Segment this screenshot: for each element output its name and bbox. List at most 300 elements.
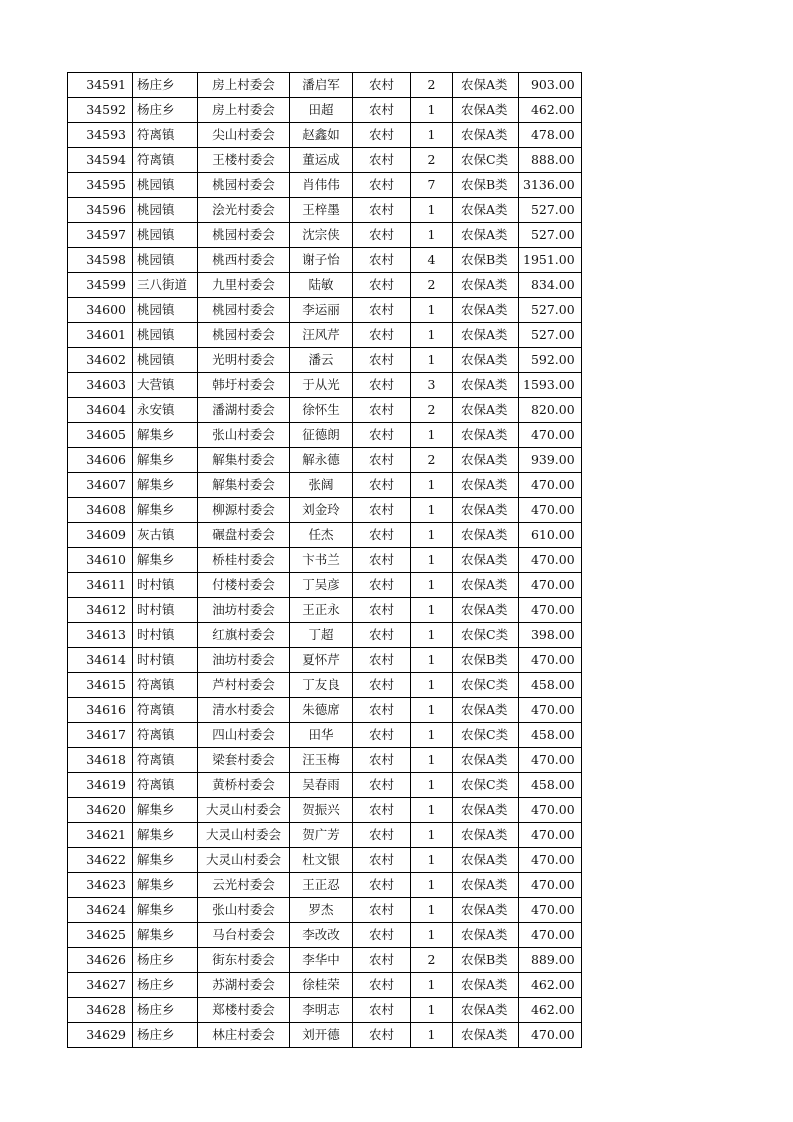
household-type-cell: 农村 xyxy=(353,623,411,648)
village-committee-cell: 王楼村委会 xyxy=(198,148,290,173)
table-row xyxy=(68,823,582,848)
person-name-cell: 卞书兰 xyxy=(290,548,353,573)
town-cell: 时村镇 xyxy=(133,598,198,623)
town-cell: 桃园镇 xyxy=(133,323,198,348)
town-cell: 杨庄乡 xyxy=(133,973,198,998)
record-id-cell: 34626 xyxy=(68,948,133,973)
table-row xyxy=(68,498,582,523)
village-committee-cell: 桃园村委会 xyxy=(198,323,290,348)
category-cell: 农保A类 xyxy=(453,573,519,598)
amount-cell: 470.00 xyxy=(519,548,582,573)
person-name-cell: 沈宗侠 xyxy=(290,223,353,248)
record-id-cell: 34605 xyxy=(68,423,133,448)
category-cell: 农保A类 xyxy=(453,473,519,498)
record-id-cell: 34627 xyxy=(68,973,133,998)
record-id-cell: 34615 xyxy=(68,673,133,698)
village-committee-cell: 林庄村委会 xyxy=(198,1023,290,1048)
person-name-cell: 田超 xyxy=(290,98,353,123)
town-cell: 符离镇 xyxy=(133,673,198,698)
village-committee-cell: 云光村委会 xyxy=(198,873,290,898)
household-type-cell: 农村 xyxy=(353,423,411,448)
category-cell: 农保A类 xyxy=(453,748,519,773)
record-id-cell: 34594 xyxy=(68,148,133,173)
village-committee-cell: 解集村委会 xyxy=(198,448,290,473)
amount-cell: 527.00 xyxy=(519,223,582,248)
member-count-cell: 1 xyxy=(411,123,453,148)
person-name-cell: 潘云 xyxy=(290,348,353,373)
category-cell: 农保A类 xyxy=(453,848,519,873)
record-id-cell: 34609 xyxy=(68,523,133,548)
member-count-cell: 1 xyxy=(411,223,453,248)
category-cell: 农保A类 xyxy=(453,98,519,123)
village-committee-cell: 黄桥村委会 xyxy=(198,773,290,798)
category-cell: 农保B类 xyxy=(453,948,519,973)
table-row xyxy=(68,348,582,373)
village-committee-cell: 张山村委会 xyxy=(198,898,290,923)
table-row xyxy=(68,423,582,448)
record-id-cell: 34598 xyxy=(68,248,133,273)
village-committee-cell: 潘湖村委会 xyxy=(198,398,290,423)
member-count-cell: 1 xyxy=(411,998,453,1023)
amount-cell: 470.00 xyxy=(519,598,582,623)
record-id-cell: 34623 xyxy=(68,873,133,898)
household-type-cell: 农村 xyxy=(353,648,411,673)
record-id-cell: 34614 xyxy=(68,648,133,673)
member-count-cell: 1 xyxy=(411,898,453,923)
amount-cell: 527.00 xyxy=(519,198,582,223)
amount-cell: 903.00 xyxy=(519,73,582,98)
amount-cell: 462.00 xyxy=(519,973,582,998)
table-row xyxy=(68,723,582,748)
category-cell: 农保A类 xyxy=(453,998,519,1023)
table-row xyxy=(68,248,582,273)
person-name-cell: 李明志 xyxy=(290,998,353,1023)
person-name-cell: 吴春雨 xyxy=(290,773,353,798)
amount-cell: 3136.00 xyxy=(519,173,582,198)
amount-cell: 470.00 xyxy=(519,473,582,498)
category-cell: 农保A类 xyxy=(453,873,519,898)
person-name-cell: 解永德 xyxy=(290,448,353,473)
household-type-cell: 农村 xyxy=(353,373,411,398)
household-type-cell: 农村 xyxy=(353,873,411,898)
member-count-cell: 1 xyxy=(411,923,453,948)
town-cell: 大营镇 xyxy=(133,373,198,398)
household-type-cell: 农村 xyxy=(353,398,411,423)
town-cell: 符离镇 xyxy=(133,723,198,748)
member-count-cell: 1 xyxy=(411,523,453,548)
village-committee-cell: 付楼村委会 xyxy=(198,573,290,598)
household-type-cell: 农村 xyxy=(353,498,411,523)
amount-cell: 889.00 xyxy=(519,948,582,973)
amount-cell: 592.00 xyxy=(519,348,582,373)
category-cell: 农保B类 xyxy=(453,648,519,673)
village-committee-cell: 桃园村委会 xyxy=(198,223,290,248)
member-count-cell: 1 xyxy=(411,748,453,773)
person-name-cell: 赵鑫如 xyxy=(290,123,353,148)
household-type-cell: 农村 xyxy=(353,573,411,598)
person-name-cell: 汪玉梅 xyxy=(290,748,353,773)
member-count-cell: 1 xyxy=(411,1023,453,1048)
record-id-cell: 34608 xyxy=(68,498,133,523)
village-committee-cell: 桃园村委会 xyxy=(198,173,290,198)
village-committee-cell: 桃西村委会 xyxy=(198,248,290,273)
table-row xyxy=(68,523,582,548)
category-cell: 农保A类 xyxy=(453,323,519,348)
record-id-cell: 34624 xyxy=(68,898,133,923)
table-row xyxy=(68,173,582,198)
category-cell: 农保A类 xyxy=(453,423,519,448)
town-cell: 解集乡 xyxy=(133,423,198,448)
table-row xyxy=(68,648,582,673)
category-cell: 农保A类 xyxy=(453,498,519,523)
category-cell: 农保A类 xyxy=(453,823,519,848)
amount-cell: 398.00 xyxy=(519,623,582,648)
household-type-cell: 农村 xyxy=(353,798,411,823)
member-count-cell: 1 xyxy=(411,323,453,348)
member-count-cell: 2 xyxy=(411,948,453,973)
record-id-cell: 34596 xyxy=(68,198,133,223)
amount-cell: 470.00 xyxy=(519,648,582,673)
table-row xyxy=(68,673,582,698)
record-id-cell: 34601 xyxy=(68,323,133,348)
village-committee-cell: 解集村委会 xyxy=(198,473,290,498)
table-row xyxy=(68,898,582,923)
category-cell: 农保A类 xyxy=(453,273,519,298)
town-cell: 解集乡 xyxy=(133,898,198,923)
village-committee-cell: 梁套村委会 xyxy=(198,748,290,773)
category-cell: 农保B类 xyxy=(453,173,519,198)
village-committee-cell: 韩圩村委会 xyxy=(198,373,290,398)
member-count-cell: 1 xyxy=(411,698,453,723)
record-id-cell: 34622 xyxy=(68,848,133,873)
table-row xyxy=(68,448,582,473)
member-count-cell: 1 xyxy=(411,973,453,998)
record-id-cell: 34628 xyxy=(68,998,133,1023)
person-name-cell: 肖伟伟 xyxy=(290,173,353,198)
table-row xyxy=(68,848,582,873)
village-committee-cell: 四山村委会 xyxy=(198,723,290,748)
person-name-cell: 征德朗 xyxy=(290,423,353,448)
record-id-cell: 34599 xyxy=(68,273,133,298)
village-committee-cell: 柳源村委会 xyxy=(198,498,290,523)
category-cell: 农保A类 xyxy=(453,223,519,248)
member-count-cell: 1 xyxy=(411,798,453,823)
person-name-cell: 朱德席 xyxy=(290,698,353,723)
category-cell: 农保A类 xyxy=(453,923,519,948)
category-cell: 农保C类 xyxy=(453,673,519,698)
village-committee-cell: 大灵山村委会 xyxy=(198,823,290,848)
household-type-cell: 农村 xyxy=(353,898,411,923)
village-committee-cell: 大灵山村委会 xyxy=(198,798,290,823)
member-count-cell: 1 xyxy=(411,648,453,673)
member-count-cell: 1 xyxy=(411,848,453,873)
town-cell: 解集乡 xyxy=(133,448,198,473)
member-count-cell: 1 xyxy=(411,498,453,523)
category-cell: 农保A类 xyxy=(453,523,519,548)
town-cell: 解集乡 xyxy=(133,873,198,898)
village-committee-cell: 清水村委会 xyxy=(198,698,290,723)
town-cell: 桃园镇 xyxy=(133,173,198,198)
member-count-cell: 1 xyxy=(411,723,453,748)
amount-cell: 610.00 xyxy=(519,523,582,548)
town-cell: 桃园镇 xyxy=(133,223,198,248)
record-id-cell: 34621 xyxy=(68,823,133,848)
household-type-cell: 农村 xyxy=(353,448,411,473)
member-count-cell: 1 xyxy=(411,348,453,373)
person-name-cell: 丁吴彦 xyxy=(290,573,353,598)
household-type-cell: 农村 xyxy=(353,273,411,298)
household-type-cell: 农村 xyxy=(353,723,411,748)
household-type-cell: 农村 xyxy=(353,223,411,248)
record-id-cell: 34613 xyxy=(68,623,133,648)
town-cell: 时村镇 xyxy=(133,648,198,673)
record-id-cell: 34629 xyxy=(68,1023,133,1048)
person-name-cell: 田华 xyxy=(290,723,353,748)
category-cell: 农保A类 xyxy=(453,73,519,98)
household-type-cell: 农村 xyxy=(353,1023,411,1048)
category-cell: 农保A类 xyxy=(453,1023,519,1048)
household-type-cell: 农村 xyxy=(353,73,411,98)
table-row xyxy=(68,323,582,348)
amount-cell: 527.00 xyxy=(519,323,582,348)
village-committee-cell: 房上村委会 xyxy=(198,73,290,98)
table-row xyxy=(68,973,582,998)
category-cell: 农保A类 xyxy=(453,798,519,823)
household-type-cell: 农村 xyxy=(353,998,411,1023)
person-name-cell: 杜文银 xyxy=(290,848,353,873)
table-row xyxy=(68,748,582,773)
amount-cell: 458.00 xyxy=(519,773,582,798)
record-id-cell: 34600 xyxy=(68,298,133,323)
table-body xyxy=(68,73,582,1048)
village-committee-cell: 碾盘村委会 xyxy=(198,523,290,548)
person-name-cell: 丁超 xyxy=(290,623,353,648)
person-name-cell: 李运丽 xyxy=(290,298,353,323)
village-committee-cell: 房上村委会 xyxy=(198,98,290,123)
village-committee-cell: 张山村委会 xyxy=(198,423,290,448)
person-name-cell: 刘金玲 xyxy=(290,498,353,523)
household-type-cell: 农村 xyxy=(353,848,411,873)
household-type-cell: 农村 xyxy=(353,773,411,798)
table-row xyxy=(68,273,582,298)
town-cell: 解集乡 xyxy=(133,823,198,848)
category-cell: 农保C类 xyxy=(453,723,519,748)
table-row xyxy=(68,198,582,223)
table-row xyxy=(68,223,582,248)
person-name-cell: 张阔 xyxy=(290,473,353,498)
town-cell: 杨庄乡 xyxy=(133,73,198,98)
household-type-cell: 农村 xyxy=(353,98,411,123)
member-count-cell: 1 xyxy=(411,423,453,448)
category-cell: 农保A类 xyxy=(453,448,519,473)
village-committee-cell: 郑楼村委会 xyxy=(198,998,290,1023)
person-name-cell: 贺振兴 xyxy=(290,798,353,823)
amount-cell: 458.00 xyxy=(519,723,582,748)
category-cell: 农保C类 xyxy=(453,623,519,648)
household-type-cell: 农村 xyxy=(353,673,411,698)
member-count-cell: 1 xyxy=(411,573,453,598)
record-id-cell: 34604 xyxy=(68,398,133,423)
record-id-cell: 34618 xyxy=(68,748,133,773)
village-committee-cell: 大灵山村委会 xyxy=(198,848,290,873)
person-name-cell: 潘启军 xyxy=(290,73,353,98)
household-type-cell: 农村 xyxy=(353,123,411,148)
category-cell: 农保A类 xyxy=(453,398,519,423)
town-cell: 桃园镇 xyxy=(133,198,198,223)
table-row xyxy=(68,573,582,598)
household-type-cell: 农村 xyxy=(353,173,411,198)
amount-cell: 478.00 xyxy=(519,123,582,148)
member-count-cell: 2 xyxy=(411,273,453,298)
amount-cell: 834.00 xyxy=(519,273,582,298)
town-cell: 符离镇 xyxy=(133,148,198,173)
table-row xyxy=(68,998,582,1023)
category-cell: 农保A类 xyxy=(453,898,519,923)
household-type-cell: 农村 xyxy=(353,473,411,498)
town-cell: 解集乡 xyxy=(133,473,198,498)
category-cell: 农保A类 xyxy=(453,548,519,573)
table-row xyxy=(68,373,582,398)
amount-cell: 470.00 xyxy=(519,798,582,823)
relief-table xyxy=(67,72,582,1048)
amount-cell: 462.00 xyxy=(519,98,582,123)
village-committee-cell: 马台村委会 xyxy=(198,923,290,948)
table-row xyxy=(68,98,582,123)
town-cell: 桃园镇 xyxy=(133,348,198,373)
category-cell: 农保A类 xyxy=(453,373,519,398)
table-row xyxy=(68,598,582,623)
amount-cell: 470.00 xyxy=(519,848,582,873)
amount-cell: 1951.00 xyxy=(519,248,582,273)
member-count-cell: 7 xyxy=(411,173,453,198)
member-count-cell: 3 xyxy=(411,373,453,398)
person-name-cell: 陆敏 xyxy=(290,273,353,298)
record-id-cell: 34606 xyxy=(68,448,133,473)
table-row xyxy=(68,1023,582,1048)
amount-cell: 470.00 xyxy=(519,498,582,523)
town-cell: 灰古镇 xyxy=(133,523,198,548)
person-name-cell: 徐桂荣 xyxy=(290,973,353,998)
amount-cell: 470.00 xyxy=(519,748,582,773)
record-id-cell: 34591 xyxy=(68,73,133,98)
person-name-cell: 夏怀芹 xyxy=(290,648,353,673)
category-cell: 农保A类 xyxy=(453,348,519,373)
table-row xyxy=(68,698,582,723)
table-row xyxy=(68,148,582,173)
person-name-cell: 于从光 xyxy=(290,373,353,398)
household-type-cell: 农村 xyxy=(353,523,411,548)
person-name-cell: 刘开德 xyxy=(290,1023,353,1048)
town-cell: 解集乡 xyxy=(133,923,198,948)
village-committee-cell: 光明村委会 xyxy=(198,348,290,373)
household-type-cell: 农村 xyxy=(353,598,411,623)
household-type-cell: 农村 xyxy=(353,323,411,348)
village-committee-cell: 红旗村委会 xyxy=(198,623,290,648)
household-type-cell: 农村 xyxy=(353,248,411,273)
record-id-cell: 34602 xyxy=(68,348,133,373)
table-row xyxy=(68,773,582,798)
amount-cell: 470.00 xyxy=(519,573,582,598)
town-cell: 时村镇 xyxy=(133,623,198,648)
household-type-cell: 农村 xyxy=(353,823,411,848)
household-type-cell: 农村 xyxy=(353,198,411,223)
person-name-cell: 王梓墨 xyxy=(290,198,353,223)
amount-cell: 470.00 xyxy=(519,923,582,948)
amount-cell: 527.00 xyxy=(519,298,582,323)
amount-cell: 888.00 xyxy=(519,148,582,173)
village-committee-cell: 浍光村委会 xyxy=(198,198,290,223)
record-id-cell: 34619 xyxy=(68,773,133,798)
category-cell: 农保A类 xyxy=(453,123,519,148)
town-cell: 桃园镇 xyxy=(133,248,198,273)
record-id-cell: 34610 xyxy=(68,548,133,573)
village-committee-cell: 芦村村委会 xyxy=(198,673,290,698)
member-count-cell: 4 xyxy=(411,248,453,273)
member-count-cell: 1 xyxy=(411,623,453,648)
category-cell: 农保B类 xyxy=(453,248,519,273)
household-type-cell: 农村 xyxy=(353,748,411,773)
category-cell: 农保A类 xyxy=(453,198,519,223)
member-count-cell: 1 xyxy=(411,98,453,123)
member-count-cell: 2 xyxy=(411,148,453,173)
person-name-cell: 李改改 xyxy=(290,923,353,948)
record-id-cell: 34620 xyxy=(68,798,133,823)
amount-cell: 462.00 xyxy=(519,998,582,1023)
member-count-cell: 1 xyxy=(411,473,453,498)
table-row xyxy=(68,623,582,648)
household-type-cell: 农村 xyxy=(353,298,411,323)
household-type-cell: 农村 xyxy=(353,948,411,973)
amount-cell: 470.00 xyxy=(519,898,582,923)
household-type-cell: 农村 xyxy=(353,148,411,173)
record-id-cell: 34616 xyxy=(68,698,133,723)
table-row xyxy=(68,298,582,323)
member-count-cell: 1 xyxy=(411,673,453,698)
household-type-cell: 农村 xyxy=(353,548,411,573)
member-count-cell: 2 xyxy=(411,448,453,473)
person-name-cell: 贺广芳 xyxy=(290,823,353,848)
town-cell: 符离镇 xyxy=(133,748,198,773)
amount-cell: 470.00 xyxy=(519,873,582,898)
person-name-cell: 李华中 xyxy=(290,948,353,973)
record-id-cell: 34593 xyxy=(68,123,133,148)
spreadsheet-page xyxy=(67,72,582,1048)
amount-cell: 470.00 xyxy=(519,698,582,723)
person-name-cell: 罗杰 xyxy=(290,898,353,923)
town-cell: 解集乡 xyxy=(133,498,198,523)
member-count-cell: 1 xyxy=(411,823,453,848)
amount-cell: 939.00 xyxy=(519,448,582,473)
person-name-cell: 汪风芹 xyxy=(290,323,353,348)
amount-cell: 458.00 xyxy=(519,673,582,698)
village-committee-cell: 桥桂村委会 xyxy=(198,548,290,573)
table-row xyxy=(68,873,582,898)
table-row xyxy=(68,548,582,573)
record-id-cell: 34592 xyxy=(68,98,133,123)
member-count-cell: 1 xyxy=(411,873,453,898)
amount-cell: 470.00 xyxy=(519,423,582,448)
town-cell: 解集乡 xyxy=(133,548,198,573)
person-name-cell: 王正永 xyxy=(290,598,353,623)
person-name-cell: 董运成 xyxy=(290,148,353,173)
person-name-cell: 任杰 xyxy=(290,523,353,548)
member-count-cell: 1 xyxy=(411,548,453,573)
amount-cell: 1593.00 xyxy=(519,373,582,398)
village-committee-cell: 尖山村委会 xyxy=(198,123,290,148)
village-committee-cell: 苏湖村委会 xyxy=(198,973,290,998)
category-cell: 农保A类 xyxy=(453,698,519,723)
table-row xyxy=(68,948,582,973)
